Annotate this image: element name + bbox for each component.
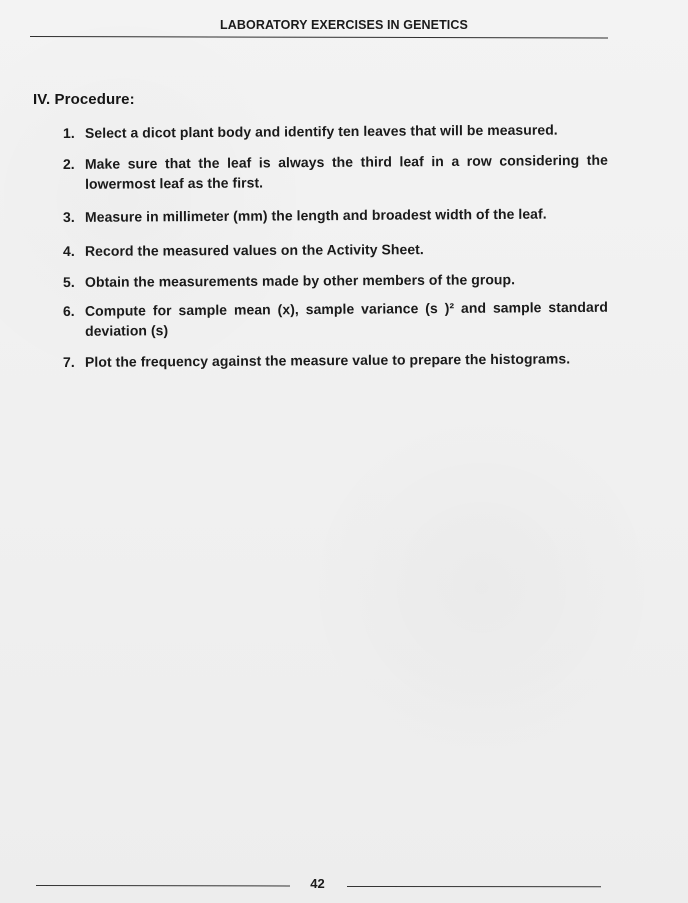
procedure-step-text: Select a dicot plant body and identify ten leaves that will be measured. [84,121,558,141]
procedure-step-number: 7. [62,353,75,370]
procedure-step-text: Record the measured values on the Activity Sheet. [84,241,424,259]
procedure-step-7 [63,348,608,372]
footer-rule-right [347,886,601,887]
procedure-step-number: 6. [62,302,75,320]
header-rule [30,36,608,39]
procedure-step-6 [63,297,608,341]
procedure-step-number: 5. [62,273,75,290]
procedure-heading: IV. Procedure: [33,91,135,108]
procedure-step-number: 4. [62,242,75,259]
procedure-step-number: 2. [62,155,75,173]
procedure-step-5 [63,269,608,292]
procedure-step-text: Obtain the measurements made by other members of the group. [84,271,516,290]
procedure-step-1 [63,119,608,143]
procedure-step-number: 3. [62,208,75,225]
procedure-step-text: Plot the frequency against the measure value to prepare the histograms. [84,350,571,370]
procedure-step-text: Compute for sample mean (x), sample variance (s )² and sample standard deviation (s) [84,298,608,339]
procedure-step-text: Make sure that the leaf is always the third leaf in a row considering the lowermost leaf as the first. [84,151,608,192]
running-header-title: LABORATORY EXERCISES IN GENETICS [220,18,468,32]
page-number: 42 [310,876,325,891]
procedure-step-number: 1. [62,124,75,141]
footer-rule-left [36,885,290,886]
procedure-step-text: Measure in millimeter (mm) the length and broadest width of the leaf. [84,205,547,225]
procedure-step-2 [63,150,608,194]
procedure-step-3 [63,203,608,227]
procedure-step-4 [63,238,608,261]
